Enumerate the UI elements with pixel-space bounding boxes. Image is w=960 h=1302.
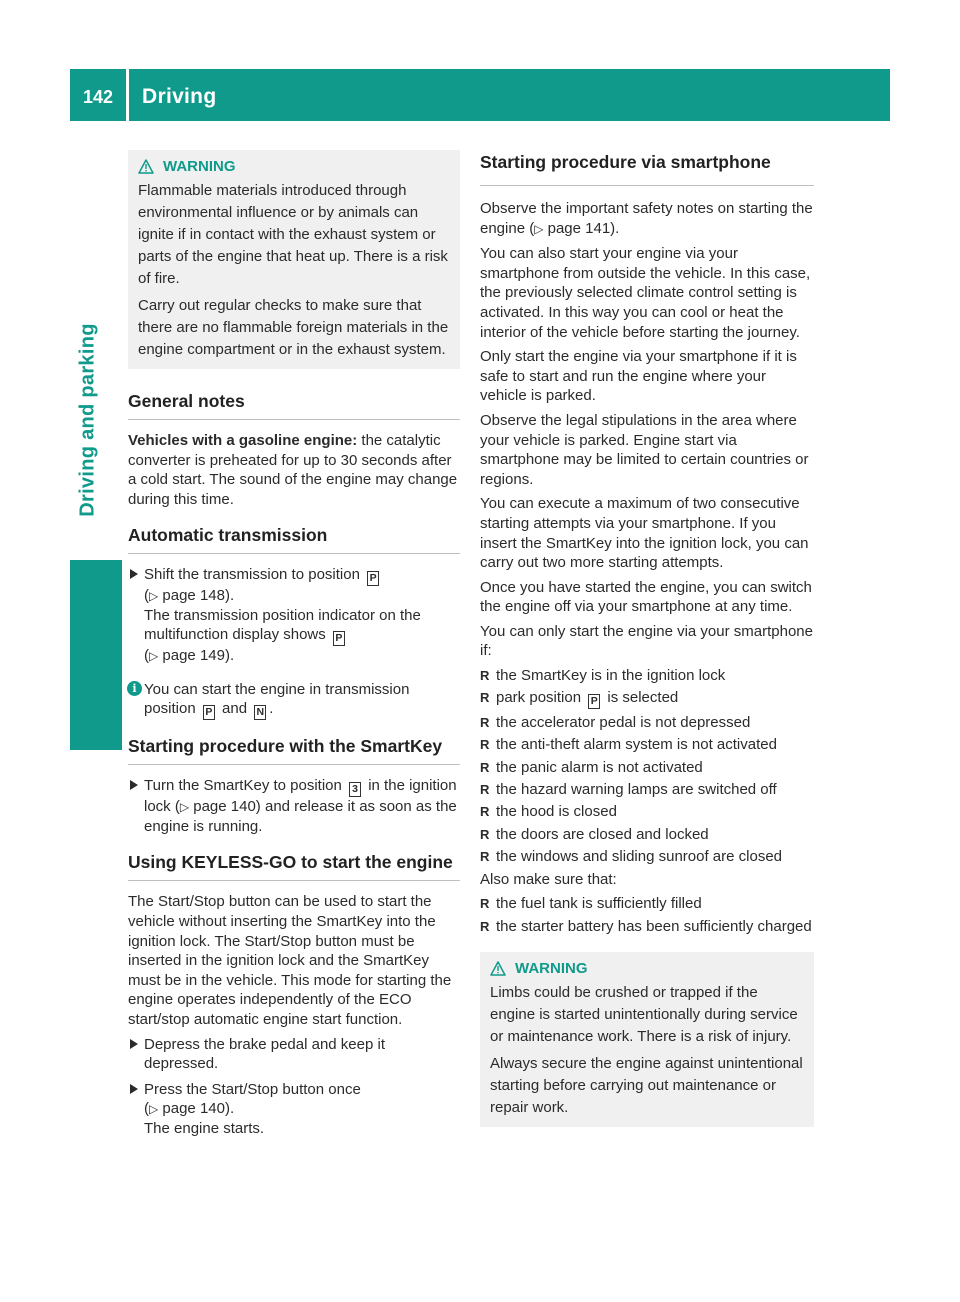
section-keyless-go bbox=[128, 852, 460, 1137]
page-ref-icon: ▷ bbox=[149, 589, 159, 604]
bullet-icon: R bbox=[480, 849, 490, 865]
section-heading: Automatic transmission bbox=[128, 525, 460, 554]
list-item: R the hazard warning lamps are switched off bbox=[480, 781, 777, 799]
warning-text: Always secure the engine against unintentional starting before carrying out maintenance or repair work. bbox=[490, 1054, 803, 1116]
bullet-icon: R bbox=[480, 782, 490, 798]
paragraph: You can execute a maximum of two consecutive starting attempts via your smartphone. If you insert the SmartKey into the ignition lock, you can carry out two more starting attempts. bbox=[480, 495, 809, 572]
section-smartphone bbox=[480, 152, 814, 936]
paragraph: The Start/Stop button can be used to start the vehicle without inserting the SmartKey into the ignition lock. The Start/Stop button must be inserted in the ignition lock and the SmartKey must be in the vehicle. This mode for starting the engine operates independently of the ECO start/stop automatic engine start function. bbox=[128, 893, 452, 1028]
key-p-icon: P bbox=[588, 694, 600, 709]
warning-box-injury bbox=[480, 952, 814, 1127]
paragraph: You can only start the engine via your smartphone if: bbox=[480, 622, 813, 660]
step-arrow-icon bbox=[130, 1084, 138, 1094]
side-tab-label: Driving and parking bbox=[76, 323, 99, 517]
bullet-icon: R bbox=[480, 690, 490, 706]
warning-title: WARNING bbox=[490, 960, 806, 977]
key-3-icon: 3 bbox=[349, 782, 361, 797]
section-heading: Starting procedure with the SmartKey bbox=[128, 736, 460, 765]
info-icon: i bbox=[127, 681, 142, 696]
right-column bbox=[480, 150, 814, 1149]
page-ref-icon: ▷ bbox=[179, 800, 190, 815]
bullet-icon: R bbox=[480, 737, 490, 753]
warning-text: Flammable materials introduced through environmental influence or by animals can ignite if in contact with the exhaust system or parts of the engine that heat up. There is a risk of fire. bbox=[138, 182, 448, 287]
list-item: R the accelerator pedal is not depressed bbox=[480, 713, 751, 731]
header-band bbox=[70, 69, 890, 121]
section-heading: General notes bbox=[128, 391, 460, 420]
list-item: R the fuel tank is sufficiently filled bbox=[480, 895, 702, 913]
paragraph: Also make sure that: bbox=[480, 870, 617, 888]
bullet-icon: R bbox=[480, 714, 490, 730]
section-heading: Using KEYLESS-GO to start the engine bbox=[128, 852, 460, 881]
section-automatic-transmission bbox=[128, 525, 460, 720]
list-item: R the starter battery has been sufficiently charged bbox=[480, 917, 812, 935]
paragraph: You can also start your engine via your smartphone from outside the vehicle. In this case, the previously selected climate control setting is activated. In this way you can cool or heat the interior of the vehicle before starting the journey. bbox=[480, 245, 811, 341]
warning-box-fire bbox=[128, 150, 460, 369]
page-ref-icon: ▷ bbox=[149, 1101, 159, 1116]
key-p-icon: P bbox=[367, 571, 379, 586]
list-item: R the hood is closed bbox=[480, 803, 617, 821]
warning-text: Carry out regular checks to make sure that there are no flammable foreign materials in the engine compartment or in the exhaust system. bbox=[138, 297, 449, 358]
step-arrow-icon bbox=[130, 780, 138, 790]
section-heading: Starting procedure via smartphone bbox=[480, 152, 814, 186]
key-p-icon: P bbox=[333, 631, 345, 646]
list-item: R park position P is selected bbox=[480, 689, 679, 708]
bullet-icon: R bbox=[480, 668, 490, 684]
list-item: R the doors are closed and locked bbox=[480, 825, 709, 843]
warning-title: WARNING bbox=[138, 158, 452, 175]
info-note: i You can start the engine in transmission position P and N . bbox=[128, 680, 460, 720]
side-tab-block bbox=[70, 560, 122, 750]
paragraph: Observe the important safety notes on starting the engine (▷ page 141). bbox=[480, 200, 813, 237]
paragraph: Only start the engine via your smartphone if it is safe to start and run the engine where your vehicle is parked. bbox=[480, 348, 797, 405]
paragraph: Once you have started the engine, you can switch the engine off via your smartphone at any time. bbox=[480, 578, 812, 616]
instruction-step: Depress the brake pedal and keep it depressed. bbox=[128, 1035, 460, 1073]
instruction-step: Turn the SmartKey to position 3 in the ignition lock (▷ page 140) and release it as soon as the engine is running. bbox=[128, 776, 460, 836]
bullet-icon: R bbox=[480, 918, 490, 934]
bullet-icon: R bbox=[480, 896, 490, 912]
list-item: R the anti-theft alarm system is not activated bbox=[480, 736, 777, 754]
header-divider bbox=[126, 69, 129, 121]
warning-triangle-icon bbox=[138, 159, 154, 174]
key-p-icon: P bbox=[203, 705, 215, 720]
page-ref-icon: ▷ bbox=[534, 221, 544, 236]
section-general-notes bbox=[128, 391, 460, 509]
warning-text: Limbs could be crushed or trapped if the engine is started unintentionally during service or maintenance work. There is a risk of injury. bbox=[490, 983, 798, 1045]
bullet-icon: R bbox=[480, 759, 490, 775]
key-n-icon: N bbox=[254, 705, 266, 720]
page-number: 142 bbox=[82, 87, 114, 107]
instruction-step: Press the Start/Stop button once (▷ page 140). The engine starts. bbox=[128, 1080, 460, 1138]
instruction-step: Shift the transmission to position P (▷ page 148). The transmission position indicator on the multifunction display shows P (▷ page 149). bbox=[128, 565, 460, 666]
list-item: R the panic alarm is not activated bbox=[480, 758, 703, 776]
paragraph: Observe the legal stipulations in the area where your vehicle is parked. Engine start via smartphone may be limited to certain countries or regions. bbox=[480, 411, 809, 488]
bullet-icon: R bbox=[480, 826, 490, 842]
list-item: R the windows and sliding sunroof are closed bbox=[480, 848, 783, 866]
step-arrow-icon bbox=[130, 1039, 138, 1049]
left-column bbox=[128, 150, 460, 1154]
page-ref-icon: ▷ bbox=[149, 649, 159, 664]
bullet-icon: R bbox=[480, 804, 490, 820]
paragraph: Vehicles with a gasoline engine: the catalytic converter is preheated for up to 30 seconds after a cold start. The sound of the engine may change during this time. bbox=[128, 432, 458, 508]
chapter-title: Driving bbox=[142, 85, 217, 108]
section-smartkey bbox=[128, 736, 460, 836]
step-arrow-icon bbox=[130, 569, 138, 579]
warning-triangle-icon bbox=[490, 961, 506, 976]
list-item: R the SmartKey is in the ignition lock bbox=[480, 667, 726, 685]
